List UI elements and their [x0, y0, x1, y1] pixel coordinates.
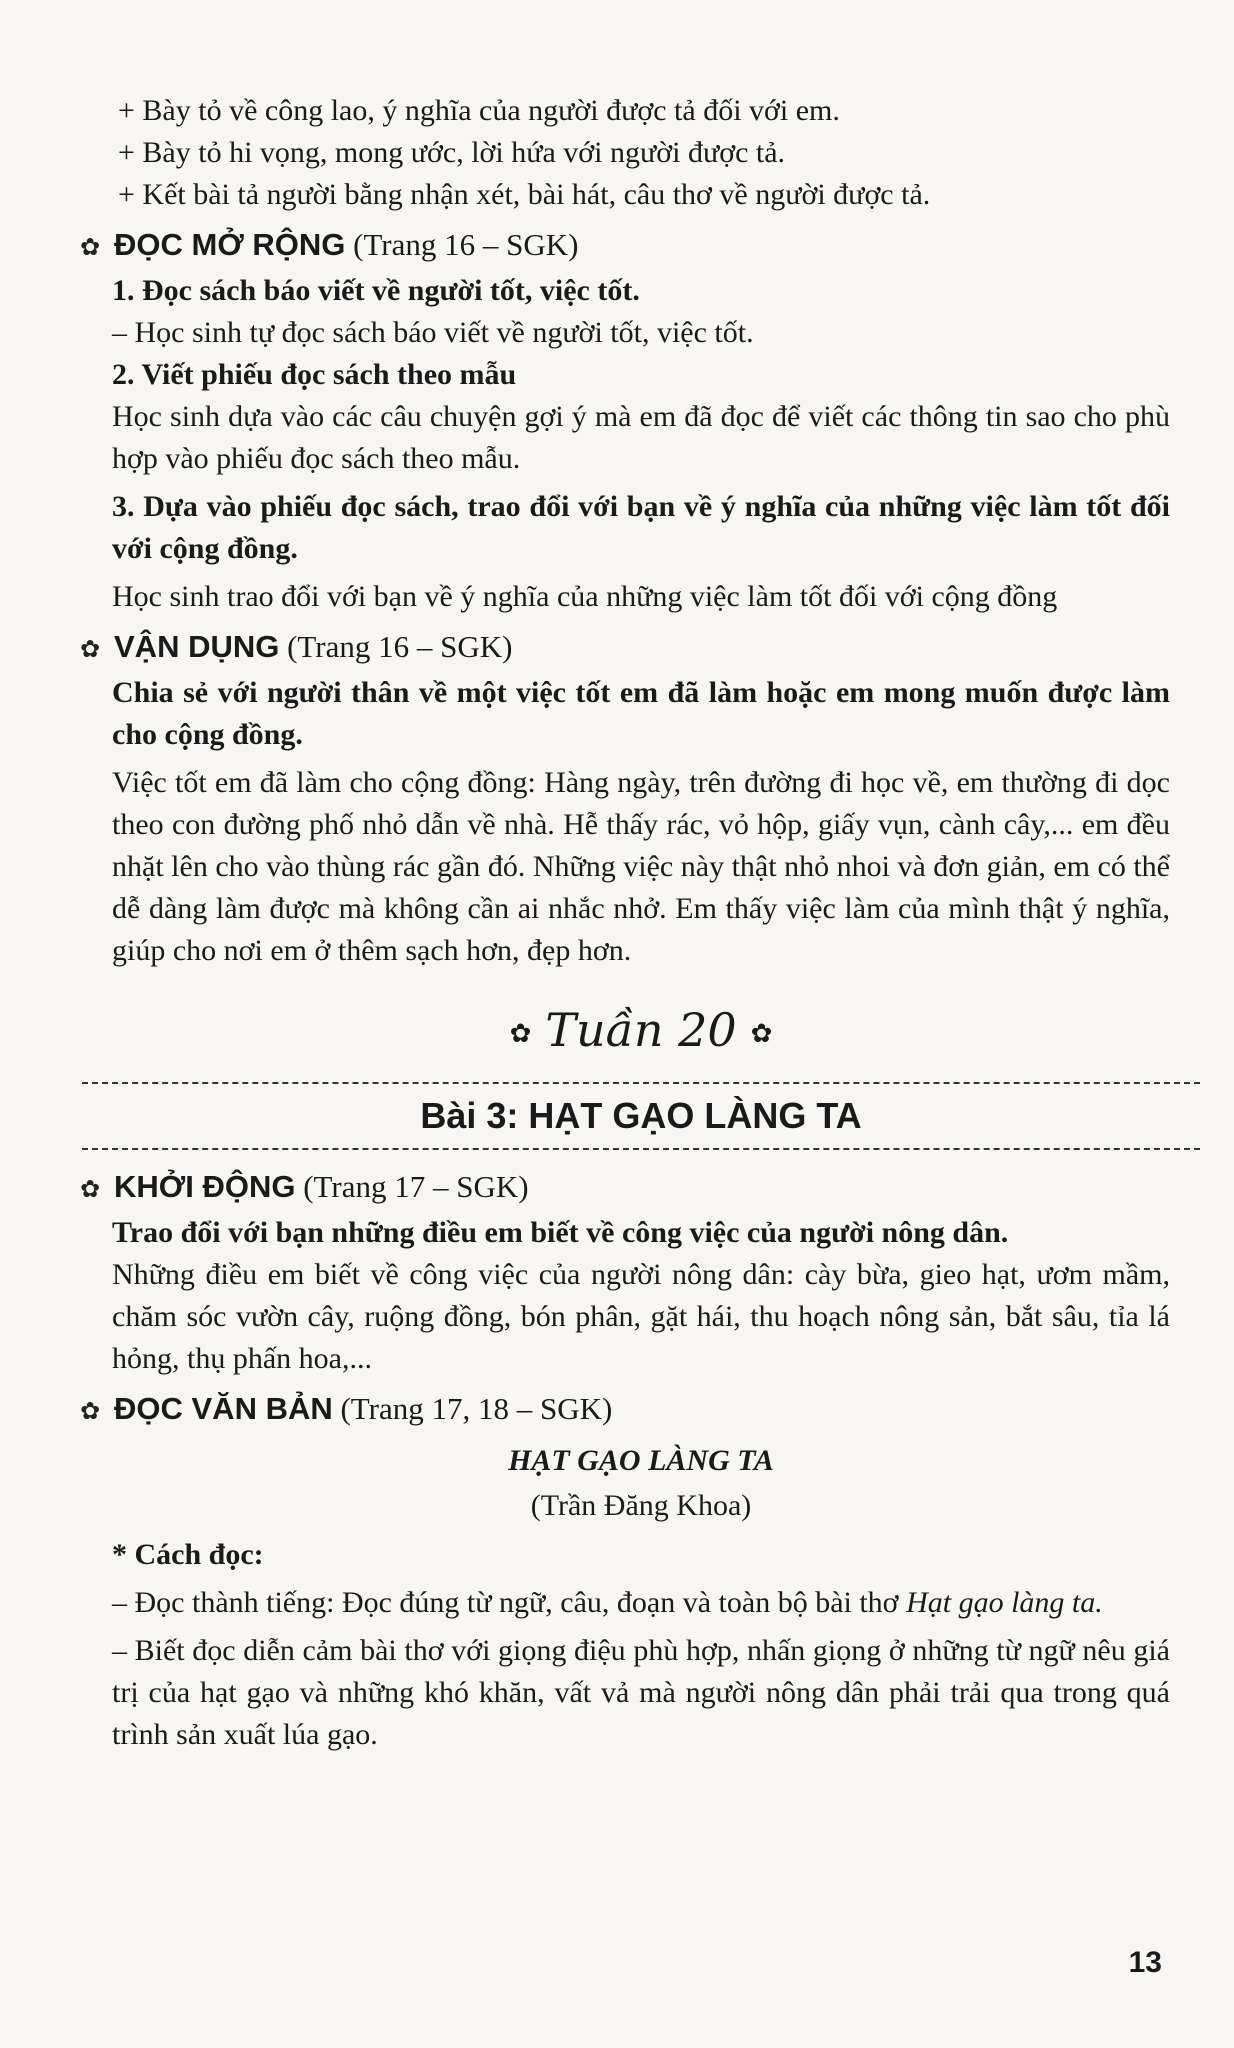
poem-title: HẠT GẠO LÀNG TA: [508, 1444, 774, 1477]
week-title-text: Tuần 20: [545, 1003, 737, 1057]
reading-guide-1: [112, 1582, 1170, 1624]
intro-bullet-2: + Bày tỏ hi vọng, mong ước, lời hứa với người được tả.: [118, 136, 786, 169]
section-heading-doc-van-ban: [80, 1386, 1170, 1434]
flower-bullet-icon: ✿: [80, 233, 101, 261]
khoi-dong-answer: Những điều em biết về công việc của người nông dân: cày bừa, gieo hạt, ươm mầm, chăm sóc vườn cây, ruộng đồng, bón phân, gặt hái, thu hoạch nông sản, bắt sâu, tỉa lá hỏng, thụ phấn hoa,...: [112, 1258, 1170, 1375]
reading-guide-2: – Biết đọc diễn cảm bài thơ với giọng điệu phù hợp, nhấn giọng ở những từ ngữ nêu giá trị của hạt gạo và những khó khăn, vất vả mà người nông dân phải trải qua trong quá trình sản xuất lúa gạo.: [112, 1634, 1170, 1751]
section-label: ĐỌC VĂN BẢN: [114, 1391, 333, 1426]
section-ref: (Trang 17, 18 – SGK): [340, 1391, 613, 1426]
khoi-dong-prompt: Trao đổi với bạn những điều em biết về công việc của người nông dân.: [112, 1216, 1009, 1249]
section-ref: (Trang 16 – SGK): [353, 227, 579, 262]
reading-guide-1-text: – Đọc thành tiếng: Đọc đúng từ ngữ, câu, đoạn và toàn bộ bài thơ: [112, 1586, 907, 1619]
question-2: 2. Viết phiếu đọc sách theo mẫu: [112, 358, 517, 391]
flower-icon: ✿: [509, 1019, 532, 1049]
flower-bullet-icon: ✿: [80, 1397, 101, 1425]
week-title: [112, 1000, 1170, 1064]
section-heading-khoi-dong: [80, 1164, 1170, 1212]
intro-bullet-3: + Kết bài tả người bằng nhận xét, bài hát, câu thơ về người được tả.: [118, 178, 931, 211]
answer-2: Học sinh dựa vào các câu chuyện gợi ý mà em đã đọc để viết các thông tin sao cho phù hợp vào phiếu đọc sách theo mẫu.: [112, 400, 1170, 475]
lesson-title: Bài 3: HẠT GẠO LÀNG TA: [420, 1095, 862, 1136]
intro-bullet-1: + Bày tỏ về công lao, ý nghĩa của người được tả đối với em.: [118, 94, 840, 127]
section-label: KHỞI ĐỘNG: [114, 1169, 296, 1204]
section-label: VẬN DỤNG: [114, 629, 280, 664]
section-heading-doc-mo-rong: [80, 222, 1170, 270]
flower-bullet-icon: ✿: [80, 635, 101, 663]
question-3: 3. Dựa vào phiếu đọc sách, trao đổi với bạn về ý nghĩa của những việc làm tốt đối với cộng đồng.: [112, 490, 1170, 565]
poem-author: (Trần Đăng Khoa): [530, 1489, 752, 1522]
reading-guide-label: * Cách đọc:: [112, 1538, 264, 1571]
flower-bullet-icon: ✿: [80, 1175, 101, 1203]
question-1: 1. Đọc sách báo viết về người tốt, việc tốt.: [112, 274, 640, 307]
van-dung-prompt: Chia sẻ với người thân về một việc tốt em đã làm hoặc em mong muốn được làm cho cộng đồng.: [112, 676, 1170, 751]
section-heading-van-dung: [80, 624, 1170, 672]
section-label: ĐỌC MỞ RỘNG: [114, 227, 346, 262]
flower-icon: ✿: [750, 1019, 773, 1049]
answer-3: Học sinh trao đổi với bạn về ý nghĩa của những việc làm tốt đối với cộng đồng: [112, 580, 1058, 613]
poem-title-inline: Hạt gạo làng ta.: [906, 1586, 1103, 1619]
van-dung-answer: Việc tốt em đã làm cho cộng đồng: Hàng ngày, trên đường đi học về, em thường đi dọc theo con đường phố nhỏ dẫn về nhà. Hễ thấy rác, vỏ hộp, giấy vụn, cành cây,... em đều nhặt lên cho vào thùng rác gần đó. Những việc này thật nhỏ nhoi và đơn giản, em có thể dễ dàng làm được mà không cần ai nhắc nhở. Em thấy việc làm của mình thật ý nghĩa, giúp cho nơi em ở thêm sạch hơn, đẹp hơn.: [112, 766, 1170, 967]
section-ref: (Trang 16 – SGK): [287, 629, 513, 664]
answer-1: – Học sinh tự đọc sách báo viết về người tốt, việc tốt.: [112, 316, 754, 349]
page-number: 13: [1128, 1946, 1162, 1979]
section-ref: (Trang 17 – SGK): [303, 1169, 529, 1204]
divider: [82, 1148, 1200, 1150]
